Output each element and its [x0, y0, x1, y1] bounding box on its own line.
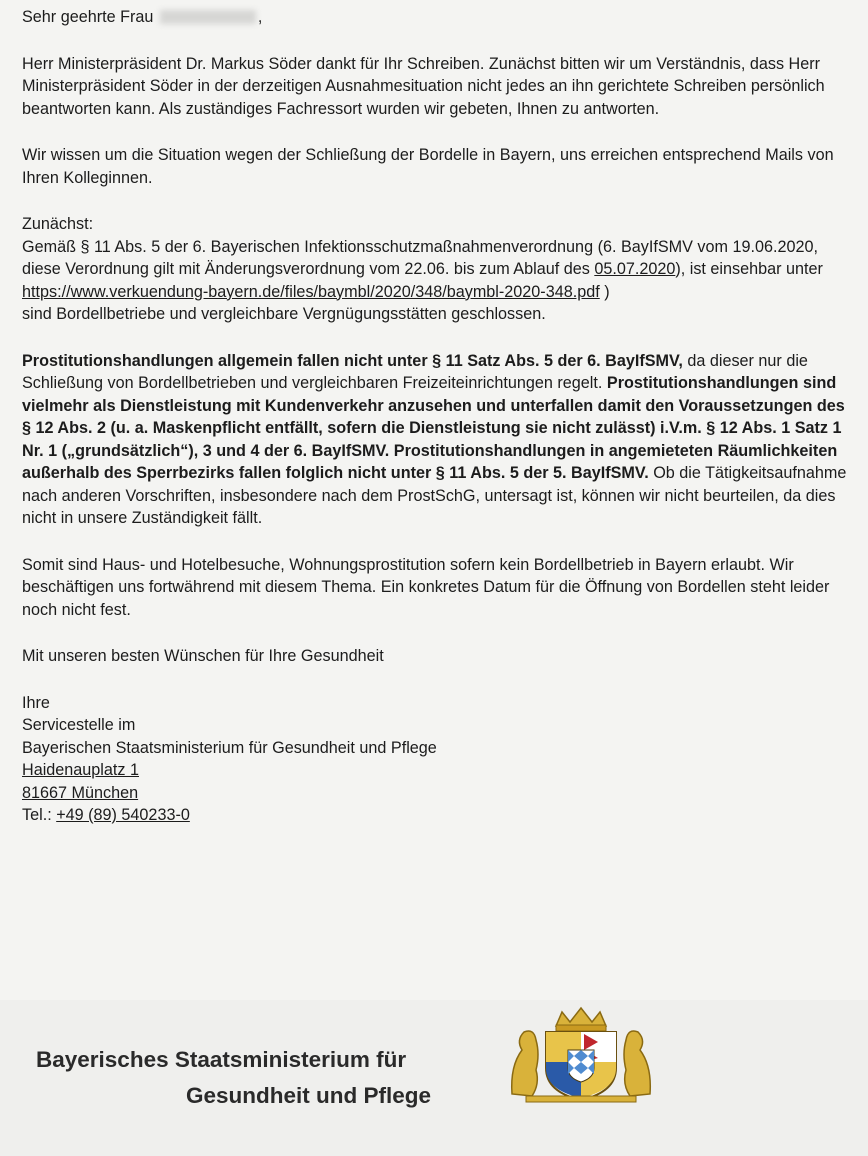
regulation-paren: ) [599, 282, 610, 301]
address-street-link[interactable]: Haidenauplatz 1 [22, 761, 139, 779]
phone-link[interactable]: +49 (89) 540233-0 [56, 806, 190, 824]
bavarian-coat-of-arms-icon [506, 1006, 656, 1104]
regulation-conclusion: sind Bordellbetriebe und vergleichbare Vergnügungsstätten geschlossen. [22, 305, 546, 323]
signature-line-3: Bayerischen Staatsministerium für Gesundheit und Pflege [22, 738, 437, 757]
phone-label: Tel.: [22, 806, 57, 824]
ministry-name-line-2: Gesundheit und Pflege [186, 1083, 432, 1108]
normal-statement-1: da dieser nur die Schließung von Bordellbetrieben und vergleichbaren Freizeiteinrichtungen regelt. [22, 351, 808, 392]
address-city-link[interactable]: 81667 München [22, 783, 139, 802]
paragraph-summary: Somit sind Haus- und Hotelbesuche, Wohnungsprostitution sofern kein Bordellbetrieb in Bayern erlaubt. Wir beschäftigen uns fortwährend mit diesem Thema. Ein konkretes Datum für die Öffnung von Bordellen steht leider noch nicht fest. [22, 555, 830, 619]
regulation-text: Gemäß § 11 Abs. 5 der 6. Bayerischen Infektionsschutzmaßnahmenverordnung (6. BayIfSMV vom 19.06.2020, diese Verordnung gilt mit Änderungsverordnung vom 22.06. bis zum Ablauf des [22, 237, 819, 278]
paragraph-regulation [22, 213, 852, 326]
paragraph-intro: Herr Ministerpräsident Dr. Markus Söder dankt für Ihr Schreiben. Zunächst bitten wir um Verständnis, dass Herr Ministerpräsident Söder in der derzeitigen Ausnahmesituation nicht jedes an ihn gerichtete Schreiben persönlich beantworten kann. Als zuständiges Fachressort wurden wir gebeten, Ihnen zu antworten. [22, 54, 825, 118]
closing: Mit unseren besten Wünschen für Ihre Gesundheit [22, 647, 384, 665]
paragraph-situation: Wir wissen um die Situation wegen der Schließung der Bordelle in Bayern, uns erreichen entsprechend Mails von Ihren Kolleginnen. [22, 146, 834, 187]
normal-statement-2: Ob die Tätigkeitsaufnahme nach anderen Vorschriften, insbesondere nach dem ProstSchG, untersagt ist, können wir nicht beurteilen, da dies nicht in unsere Zuständigkeit fällt. [22, 464, 847, 527]
greeting [22, 6, 852, 29]
signature-block [22, 692, 852, 827]
greeting-comma: , [257, 8, 263, 26]
regulation-url-link[interactable]: https://www.verkuendung-bayern.de/files/baymbl/2020/348/baymbl-2020-348.pdf [22, 282, 600, 301]
redacted-name [160, 10, 256, 24]
bold-statement-2: Prostitutionshandlungen sind vielmehr als Dienstleistung mit Kundenverkehr anzusehen und unterfallen damit den Voraussetzungen des § 12 Abs. 2 (u. a. Maskenpflicht entfällt, sofern die Dienstleistung sie nicht zulässt) i.V.m. § 12 Abs. 1 Satz 1 Nr. 1 („grundsätzlich“), 3 und 4 der 6. BayIfSMV. Prostitutionshandlungen in angemieteten Räumlichkeiten außerhalb des Sperrbezirks fallen folglich nicht unter § 11 Abs. 5 der 5. BayIfSMV. [22, 374, 845, 482]
letter-body [22, 6, 852, 827]
signature-line-2: Servicestelle im [22, 716, 136, 734]
regulation-heading: Zunächst: [22, 215, 94, 233]
signature-line-1: Ihre [22, 693, 50, 712]
bold-statement-1: Prostitutionshandlungen allgemein fallen nicht unter § 11 Satz Abs. 5 der 6. BayIfSMV, [22, 351, 683, 370]
greeting-text: Sehr geehrte Frau [22, 8, 154, 26]
ministry-logo-text [36, 1042, 431, 1114]
regulation-date-link[interactable]: 05.07.2020 [594, 260, 676, 278]
paragraph-prostitution [22, 350, 852, 530]
ministry-name-line-1: Bayerisches Staatsministerium für [36, 1047, 407, 1072]
regulation-text-2: ), ist einsehbar unter [675, 260, 823, 278]
